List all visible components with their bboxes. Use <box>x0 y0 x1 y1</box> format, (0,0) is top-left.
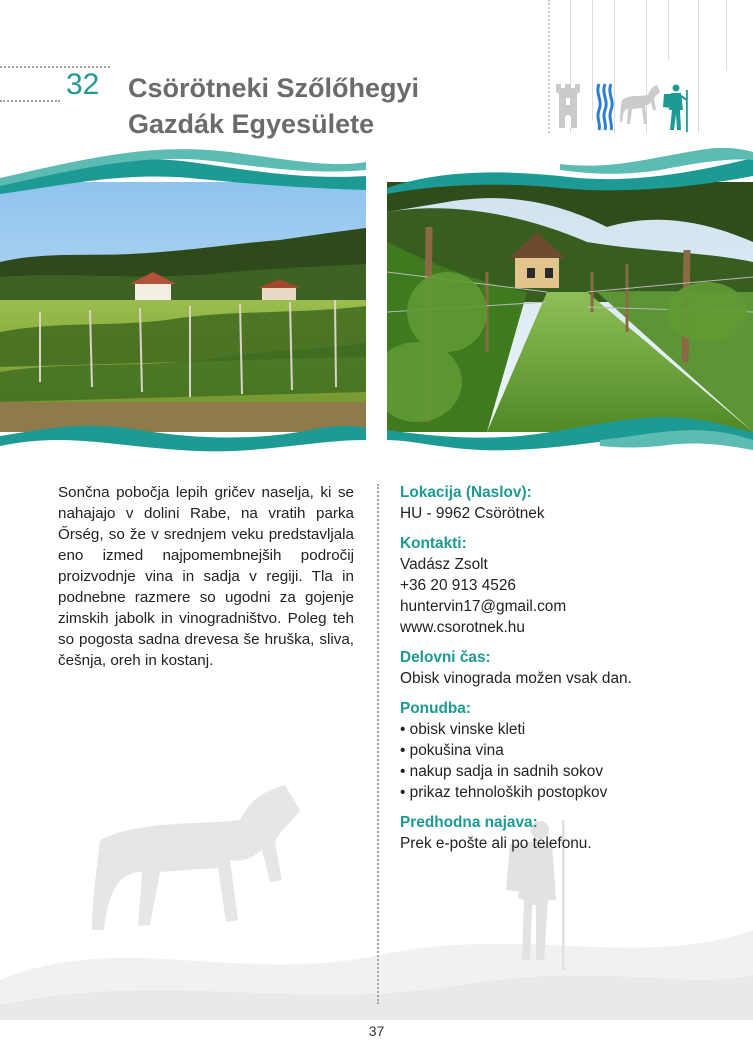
location-section <box>400 482 730 524</box>
castle-tower-icon <box>554 82 582 130</box>
hiker-icon <box>663 84 691 132</box>
location-heading: Lokacija (Naslov): <box>400 484 532 501</box>
header-dotted-line-bottom <box>0 100 60 102</box>
hours-heading: Delovni čas: <box>400 649 491 666</box>
offer-item: • nakup sadja in sadnih sokov <box>400 761 730 782</box>
contact-website: www.csorotnek.hu <box>400 619 525 636</box>
wave-frame <box>0 140 753 460</box>
page-number: 37 <box>368 1023 385 1039</box>
horse-icon <box>620 84 660 128</box>
offer-item: • pokušina vina <box>400 740 730 761</box>
hours-section <box>400 647 730 689</box>
page-title-line-1: Csörötneki Szőlőhegyi <box>128 73 420 103</box>
offer-list <box>400 719 730 803</box>
contact-name: Vadász Zsolt <box>400 556 488 573</box>
offer-section <box>400 698 730 803</box>
location-value: HU - 9962 Csörötnek <box>400 505 545 522</box>
contact-phone: +36 20 913 4526 <box>400 577 516 594</box>
wave-bottom-left <box>0 426 366 452</box>
offer-item: • prikaz tehnoloških postopkov <box>400 782 730 803</box>
wave-top-right <box>387 158 753 194</box>
contacts-section <box>400 533 730 638</box>
page-title <box>128 70 419 142</box>
booking-value: Prek e-pošte ali po telefonu. <box>400 835 592 852</box>
info-panel <box>400 482 730 863</box>
offer-item: • obisk vinske kleti <box>400 719 730 740</box>
watermark-horse-icon <box>92 785 300 930</box>
booking-section <box>400 812 730 854</box>
contacts-heading: Kontakti: <box>400 535 467 552</box>
page-title-line-2: Gazdák Egyesülete <box>128 109 375 139</box>
booking-heading: Predhodna najava: <box>400 814 538 831</box>
entry-number: 32 <box>66 68 100 101</box>
contact-email: huntervin17@gmail.com <box>400 598 567 615</box>
offer-heading: Ponudba: <box>400 700 471 717</box>
column-separator <box>377 484 379 1004</box>
thermal-water-icon <box>594 82 616 132</box>
description-text: Sončna pobočja lepih gričev naselja, ki se nahajajo v dolini Rabe, na vratih parka Őrség, so že v srednjem veku predstavljala eno izmed najpomembnejših področij proizvodnje vina in sadja v regiji. Tla in podnebne razmere so ugodni za gojenje zimskih jabolk in vinogradništvo. Poleg teh so pogosta sadna drevesa še hruška, sliva, češnja, oreh in kostanj. <box>58 484 354 669</box>
hours-value: Obisk vinograda možen vsak dan. <box>400 670 632 687</box>
